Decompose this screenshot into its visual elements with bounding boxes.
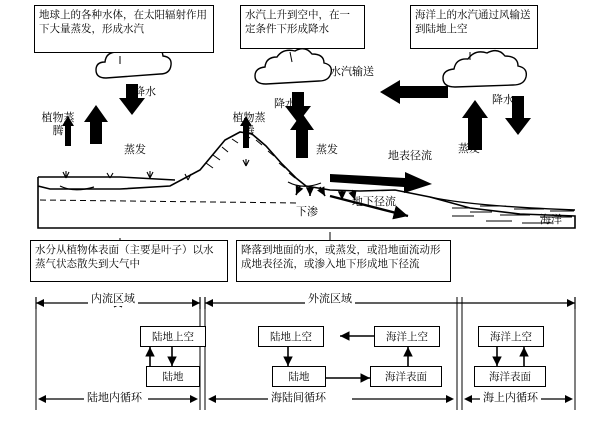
cloud-right <box>443 51 526 87</box>
label-region-outer: 外流区域 <box>305 293 355 306</box>
flowbox-ocean-surface-2[interactable]: 海洋表面 <box>474 366 546 387</box>
label-cycle-sea-land: 海陆间循环 <box>268 392 329 405</box>
label-transpiration-left <box>41 112 75 137</box>
flowbox-ocean-sky-2[interactable]: 海洋上空 <box>478 326 544 347</box>
label-vapor-transport: 水汽输送 <box>330 66 374 78</box>
label-evaporation-ocean: 蒸发 <box>458 143 480 155</box>
flowbox-land-2[interactable]: 陆地 <box>272 366 326 387</box>
arrow-vapor-transport <box>380 80 448 104</box>
flowbox-land-sky-1[interactable]: 陆地上空 <box>140 326 206 347</box>
transpiration-middle-text: 植物蒸腾 <box>232 112 266 137</box>
flowbox-land-1[interactable]: 陆地 <box>146 366 200 387</box>
arrow-evap-left <box>84 105 108 144</box>
label-precipitation-middle: 降水 <box>274 98 296 110</box>
transpiration-left-text: 植物蒸腾 <box>41 112 75 137</box>
region-bracket-outer <box>205 297 575 309</box>
callout-evaporation-note: 地球上的各种水体，在太阳辐射作用下大量蒸发，形成水汽 <box>34 5 214 53</box>
label-precipitation-right: 降水 <box>492 94 514 106</box>
flowbox-ocean-surface-1[interactable]: 海洋表面 <box>370 366 442 387</box>
label-underground-runoff: 地下径流 <box>352 196 396 208</box>
label-evaporation-left: 蒸发 <box>124 144 146 156</box>
label-ocean: 海洋 <box>540 214 562 226</box>
label-region-inner: 内流区域 <box>88 293 138 306</box>
cloud-middle <box>255 49 331 84</box>
label-transpiration-middle <box>232 112 266 137</box>
flow-connectors <box>150 336 524 378</box>
label-cycle-land-inner: 陆地内循环 <box>84 392 145 405</box>
flowbox-ocean-sky-1[interactable]: 海洋上空 <box>374 326 440 347</box>
flowbox-land-sky-2[interactable]: 陆地上空 <box>258 326 324 347</box>
land-surface-left <box>38 177 175 180</box>
label-evaporation-middle: 蒸发 <box>316 144 338 156</box>
label-surface-runoff: 地表径流 <box>388 150 432 162</box>
label-infiltration: 下渗 <box>296 206 318 218</box>
label-precipitation-left: 降水 <box>134 86 156 98</box>
callout-runoff-note: 降落到地面的水，或蒸发，或沿地面流动形成地表径流，或渗入地下形成地下径流 <box>236 240 451 282</box>
arrow-evap-middle <box>290 113 314 158</box>
callout-transpiration-note: 水分从植物体表面（主要是叶子）以水蒸气状态散失到大气中 <box>30 240 228 282</box>
callout-precipitation-note: 水汽上升到空中，在一定条件下形成降水 <box>240 5 365 49</box>
label-cycle-sea-inner: 海上内循环 <box>480 392 541 405</box>
callout-transport-note: 海洋上的水汽通过风输送到陆地上空 <box>410 5 538 49</box>
